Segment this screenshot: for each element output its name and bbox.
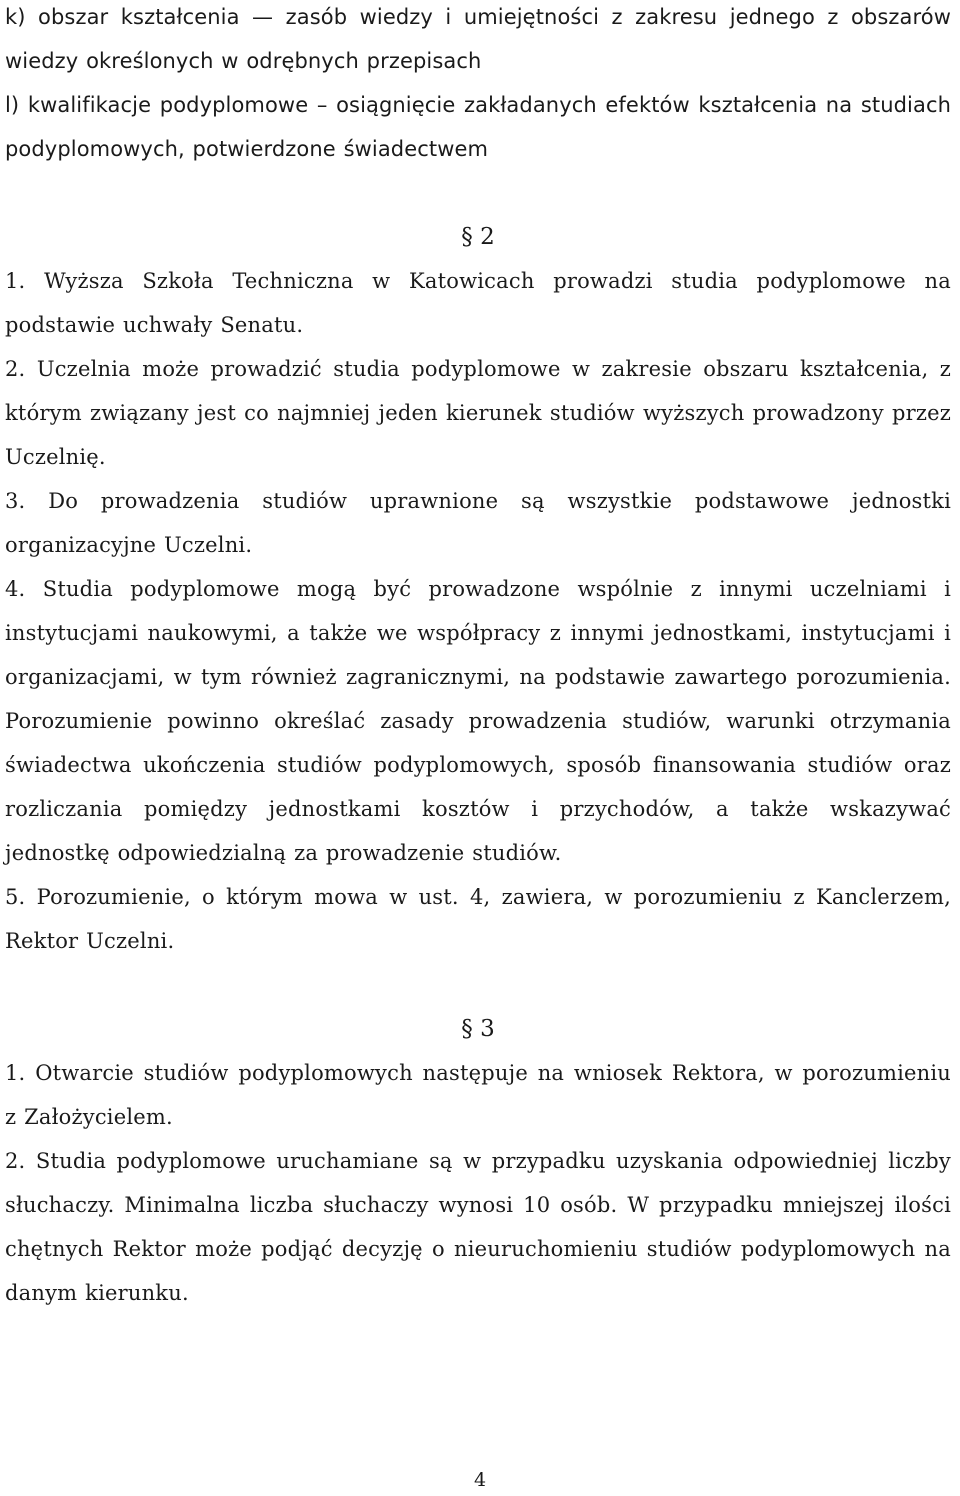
section-2-paragraph-3: 3. Do prowadzenia studiów uprawnione są wszystkie podstawowe jednostki organizacyjne Uczelni. bbox=[5, 489, 951, 557]
section-2-paragraph-5: 5. Porozumienie, o którym mowa w ust. 4, zawiera, w porozumieniu z Kanclerzem, Rektor Uczelni. bbox=[5, 885, 951, 953]
document-page bbox=[5, 0, 951, 1315]
section-3-paragraph-2: 2. Studia podyplomowe uruchamiane są w przypadku uzyskania odpowiedniej liczby słuchaczy. Minimalna liczba słuchaczy wynosi 10 osób. W przypadku mniejszej ilości chętnych Rektor może podjąć decyzję o nieuruchomieniu studiów podyplomowych na danym kierunku. bbox=[5, 1149, 951, 1305]
section-2-paragraph-2: 2. Uczelnia może prowadzić studia podyplomowe w zakresie obszaru kształcenia, z którym związany jest co najmniej jeden kierunek studiów wyższych prowadzony przez Uczelnię. bbox=[5, 357, 951, 469]
section-heading-3: § 3 bbox=[461, 1016, 495, 1042]
definition-l: l) kwalifikacje podyplomowe – osiągnięcie zakładanych efektów kształcenia na studiach podyplomowych, potwierdzone świadectwem bbox=[5, 93, 951, 161]
spacer bbox=[5, 171, 951, 215]
section-heading-2: § 2 bbox=[461, 224, 495, 250]
section-2-paragraph-1: 1. Wyższa Szkoła Techniczna w Katowicach prowadzi studia podyplomowe na podstawie uchwały Senatu. bbox=[5, 269, 951, 337]
section-3-paragraph-1: 1. Otwarcie studiów podyplomowych następuje na wniosek Rektora, w porozumieniu z Założycielem. bbox=[5, 1061, 951, 1129]
spacer bbox=[5, 963, 951, 1007]
section-2-paragraph-4: 4. Studia podyplomowe mogą być prowadzone wspólnie z innymi uczelniami i instytucjami naukowymi, a także we współpracy z innymi jednostkami, instytucjami i organizacjami, w tym również zagranicznymi, na podstawie zawartego porozumienia. Porozumienie powinno określać zasady prowadzenia studiów, warunki otrzymania świadectwa ukończenia studiów podyplomowych, sposób finansowania studiów oraz rozliczania pomiędzy jednostkami kosztów i przychodów, a także wskazywać jednostkę odpowiedzialną za prowadzenie studiów. bbox=[5, 577, 951, 865]
definition-k: k) obszar kształcenia — zasób wiedzy i umiejętności z zakresu jednego z obszarów wiedzy określonych w odrębnych przepisach bbox=[5, 5, 951, 73]
page-number: 4 bbox=[473, 1469, 487, 1491]
